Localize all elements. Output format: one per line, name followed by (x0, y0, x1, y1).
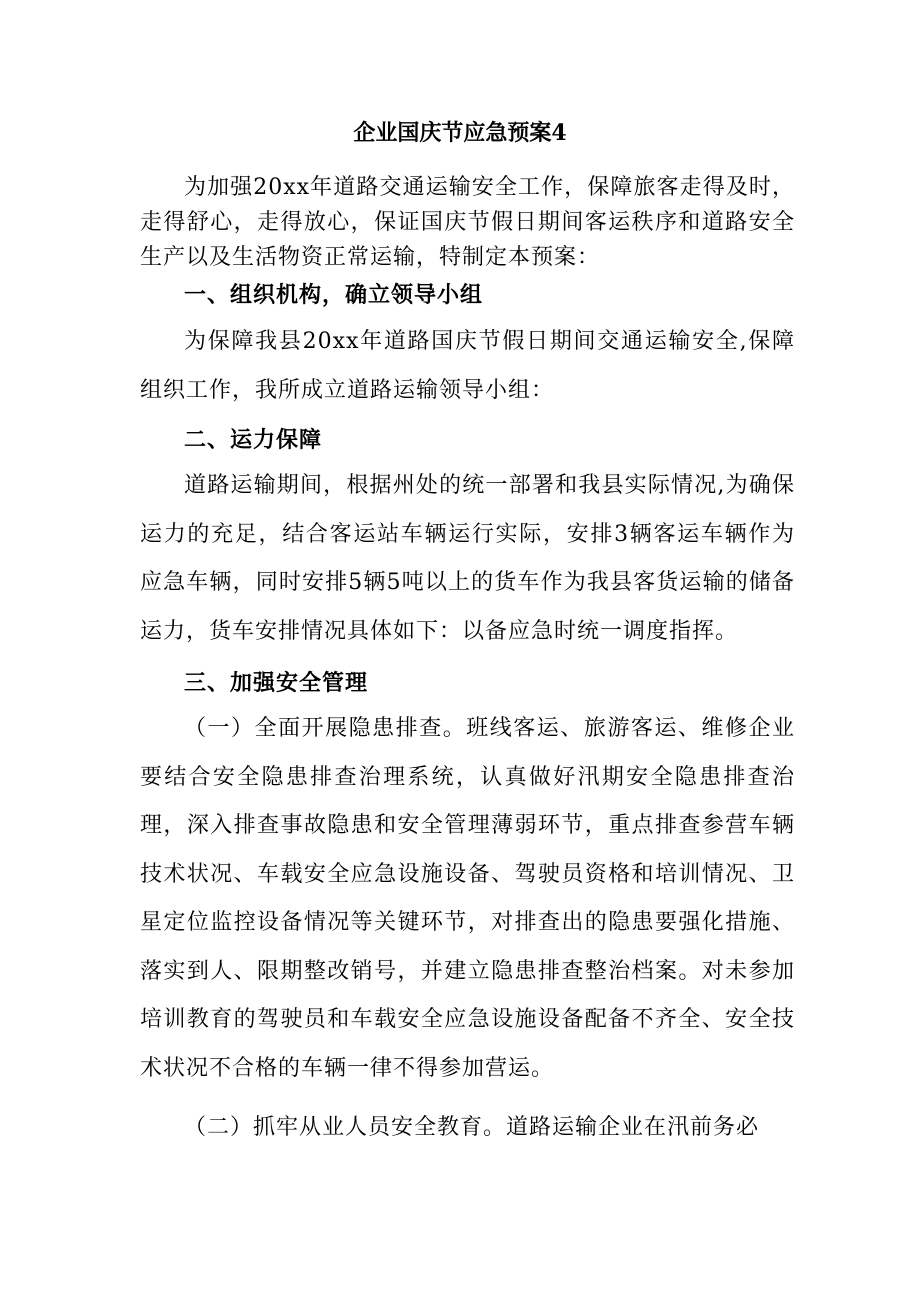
section-1-heading: 一、组织机构，确立领导小组 (184, 282, 484, 308)
section-2-paragraph: 道路运输期间，根据州处的统一部署和我县实际情况,为确保运力的充足，结合客运站车辆运行实际，安排3辆客运车辆作为应急车辆，同时安排5辆5吨以上的货车作为我县客货运输的储备运力，货车安排情况具体如下：以备应急时统一调度指挥。 (140, 473, 795, 644)
section-1-paragraph: 为保障我县20xx年道路国庆节假日期间交通运输安全,保障组织工作，我所成立道路运输领导小组： (140, 329, 795, 403)
section-3-item-1-paragraph: （一）全面开展隐患排查。班线客运、旅游客运、维修企业要结合安全隐患排查治理系统，认真做好汛期安全隐患排查治理，深入排查事故隐患和安全管理薄弱环节，重点排查参营车辆技术状况、车载安全应急设施设备、驾驶员资格和培训情况、卫星定位监控设备情况等关键环节，对排查出的隐患要强化措施、落实到人、限期整改销号，并建立隐患排查整治档案。对未参加培训教育的驾驶员和车载安全应急设施设备配备不齐全、安全技术状况不合格的车辆一律不得参加营运。 (140, 716, 795, 1081)
document-title: 企业国庆节应急预案4 (353, 120, 567, 146)
section-3-item-2-paragraph: （二）抓牢从业人员安全教育。道路运输企业在汛前务必 (184, 1115, 760, 1140)
section-2-heading: 二、运力保障 (184, 427, 323, 453)
intro-paragraph: 为加强20xx年道路交通运输安全工作，保障旅客走得及时，走得舒心，走得放心，保证国庆节假日期间客运秩序和道路安全生产以及生活物资正常运输，特制定本预案： (140, 175, 795, 270)
section-3-heading: 三、加强安全管理 (184, 670, 369, 696)
